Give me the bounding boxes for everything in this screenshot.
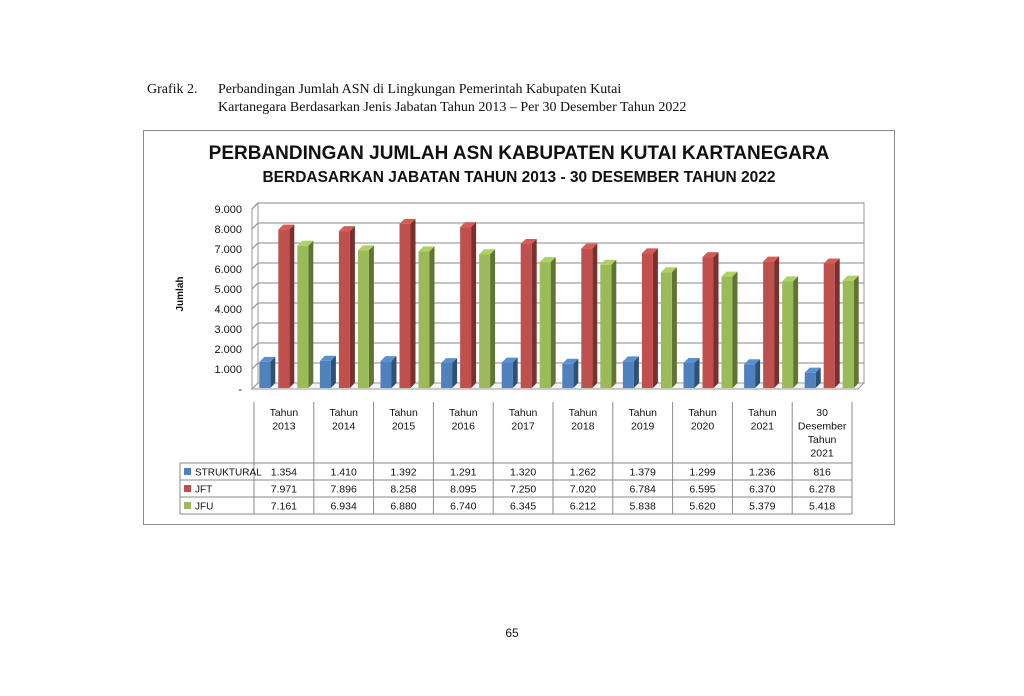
bar-jfu-6 bbox=[600, 260, 616, 388]
bar-jft-5 bbox=[521, 239, 537, 388]
bar-struktural-5 bbox=[502, 358, 518, 388]
bar-jfu-1 bbox=[297, 241, 313, 388]
bar-jfu-5 bbox=[540, 257, 556, 388]
x-tick-label: Tahun 2017 bbox=[508, 407, 538, 433]
data-label: 7.896 bbox=[330, 483, 357, 496]
data-label: 5.620 bbox=[689, 500, 716, 513]
data-label: 5.379 bbox=[749, 500, 776, 513]
bar-struktural-4 bbox=[441, 358, 457, 388]
bar-jfu-7 bbox=[661, 267, 677, 388]
data-label: 6.740 bbox=[450, 500, 477, 513]
y-tick-label: 7.000 bbox=[214, 244, 242, 256]
bar-struktural-6 bbox=[562, 359, 578, 388]
y-tick-label: 9.000 bbox=[214, 204, 242, 216]
caption-line-2: Kartanegara Berdasarkan Jenis Jabatan Tahun 2013 – Per 30 Desember Tahun 2022 bbox=[218, 100, 687, 115]
data-label: 816 bbox=[813, 466, 831, 479]
data-label: 5.418 bbox=[808, 500, 836, 513]
y-tick-label: 1.000 bbox=[214, 364, 242, 376]
y-tick-label: 2.000 bbox=[214, 344, 242, 356]
y-tick-label: 3.000 bbox=[214, 324, 242, 336]
y-tick-label: 8.000 bbox=[214, 224, 242, 236]
data-label: 1.291 bbox=[450, 466, 477, 479]
bar-chart bbox=[144, 131, 894, 524]
legend-swatch-struktural bbox=[184, 468, 191, 475]
y-tick-label: - bbox=[238, 384, 242, 396]
bar-struktural-2 bbox=[320, 356, 336, 388]
x-tick-label: Tahun 2014 bbox=[329, 407, 359, 433]
data-label: 6.278 bbox=[808, 483, 836, 496]
legend-label-struktural: STRUKTURAL bbox=[195, 467, 262, 479]
legend-label-jft: JFT bbox=[195, 484, 213, 496]
plot-side-wall bbox=[252, 203, 258, 389]
bar-jfu-10 bbox=[843, 276, 859, 388]
bar-jft-8 bbox=[703, 252, 719, 388]
chart-frame bbox=[143, 130, 895, 525]
x-tick-label: Tahun 2018 bbox=[568, 407, 598, 433]
x-tick-label: 30 Desember Tahun 2021 bbox=[797, 407, 847, 460]
y-tick-label: 4.000 bbox=[214, 304, 242, 316]
x-tick-label: Tahun 2020 bbox=[688, 407, 717, 433]
y-tick-label: 5.000 bbox=[214, 284, 242, 296]
x-tick-label: Tahun 2019 bbox=[628, 407, 658, 433]
data-label: 7.020 bbox=[569, 483, 597, 496]
bar-jfu-8 bbox=[722, 272, 738, 388]
data-label: 1.392 bbox=[390, 466, 417, 479]
bar-jfu-3 bbox=[419, 246, 435, 388]
bar-jft-1 bbox=[278, 225, 294, 388]
data-label: 7.971 bbox=[270, 483, 298, 496]
x-tick-label: Tahun 2016 bbox=[448, 407, 478, 433]
x-tick-label: Tahun 2021 bbox=[747, 407, 777, 433]
x-tick-label: Tahun 2015 bbox=[389, 407, 418, 433]
data-label: 1.379 bbox=[629, 466, 656, 479]
legend-swatch-jft bbox=[184, 485, 191, 492]
data-label: 7.250 bbox=[509, 483, 537, 496]
bar-jft-6 bbox=[581, 244, 597, 388]
data-label: 1.320 bbox=[509, 466, 537, 479]
caption-line-1: Perbandingan Jumlah ASN di Lingkungan Pemerintah Kabupaten Kutai bbox=[218, 82, 622, 97]
data-label: 1.299 bbox=[689, 466, 716, 479]
bar-struktural-7 bbox=[623, 356, 639, 388]
y-tick-label: 6.000 bbox=[214, 264, 242, 276]
chart-title: PERBANDINGAN JUMLAH ASN KABUPATEN KUTAI KARTANEGARA bbox=[208, 143, 830, 164]
bar-jfu-2 bbox=[358, 245, 374, 388]
legend-swatch-jfu bbox=[184, 502, 191, 509]
bar-jft-3 bbox=[400, 219, 416, 388]
bar-jfu-9 bbox=[782, 276, 798, 388]
legend-label-jfu: JFU bbox=[195, 501, 214, 513]
bar-jft-10 bbox=[824, 258, 840, 388]
x-tick-label: Tahun 2013 bbox=[269, 407, 299, 433]
caption-number: Grafik 2. bbox=[147, 82, 198, 97]
bar-jft-7 bbox=[642, 248, 658, 388]
bar-struktural-1 bbox=[259, 357, 275, 388]
data-label: 6.934 bbox=[330, 500, 357, 513]
bar-jft-4 bbox=[460, 222, 476, 388]
bar-struktural-10 bbox=[805, 368, 821, 388]
data-label: 6.212 bbox=[569, 500, 597, 513]
data-label: 1.354 bbox=[270, 466, 298, 479]
data-label: 8.095 bbox=[450, 483, 477, 496]
data-label: 1.410 bbox=[330, 466, 357, 479]
data-label: 6.595 bbox=[689, 483, 716, 496]
data-label: 1.262 bbox=[569, 466, 597, 479]
data-label: 6.370 bbox=[749, 483, 776, 496]
bar-struktural-9 bbox=[744, 359, 760, 388]
chart-subtitle: BERDASARKAN JABATAN TAHUN 2013 - 30 DESEMBER TAHUN 2022 bbox=[262, 169, 776, 186]
bar-struktural-3 bbox=[381, 356, 397, 388]
data-label: 6.784 bbox=[629, 483, 656, 496]
bar-struktural-8 bbox=[684, 358, 700, 388]
data-label: 8.258 bbox=[390, 483, 417, 496]
data-label: 6.880 bbox=[390, 500, 417, 513]
data-label: 1.236 bbox=[749, 466, 776, 479]
bar-jfu-4 bbox=[479, 249, 495, 388]
page-number: 65 bbox=[505, 626, 519, 640]
y-axis-label: Jumlah bbox=[175, 276, 186, 312]
bar-jft-9 bbox=[763, 257, 779, 388]
bar-jft-2 bbox=[339, 226, 355, 388]
data-label: 7.161 bbox=[270, 500, 298, 513]
data-label: 5.838 bbox=[629, 500, 656, 513]
data-label: 6.345 bbox=[509, 500, 537, 513]
